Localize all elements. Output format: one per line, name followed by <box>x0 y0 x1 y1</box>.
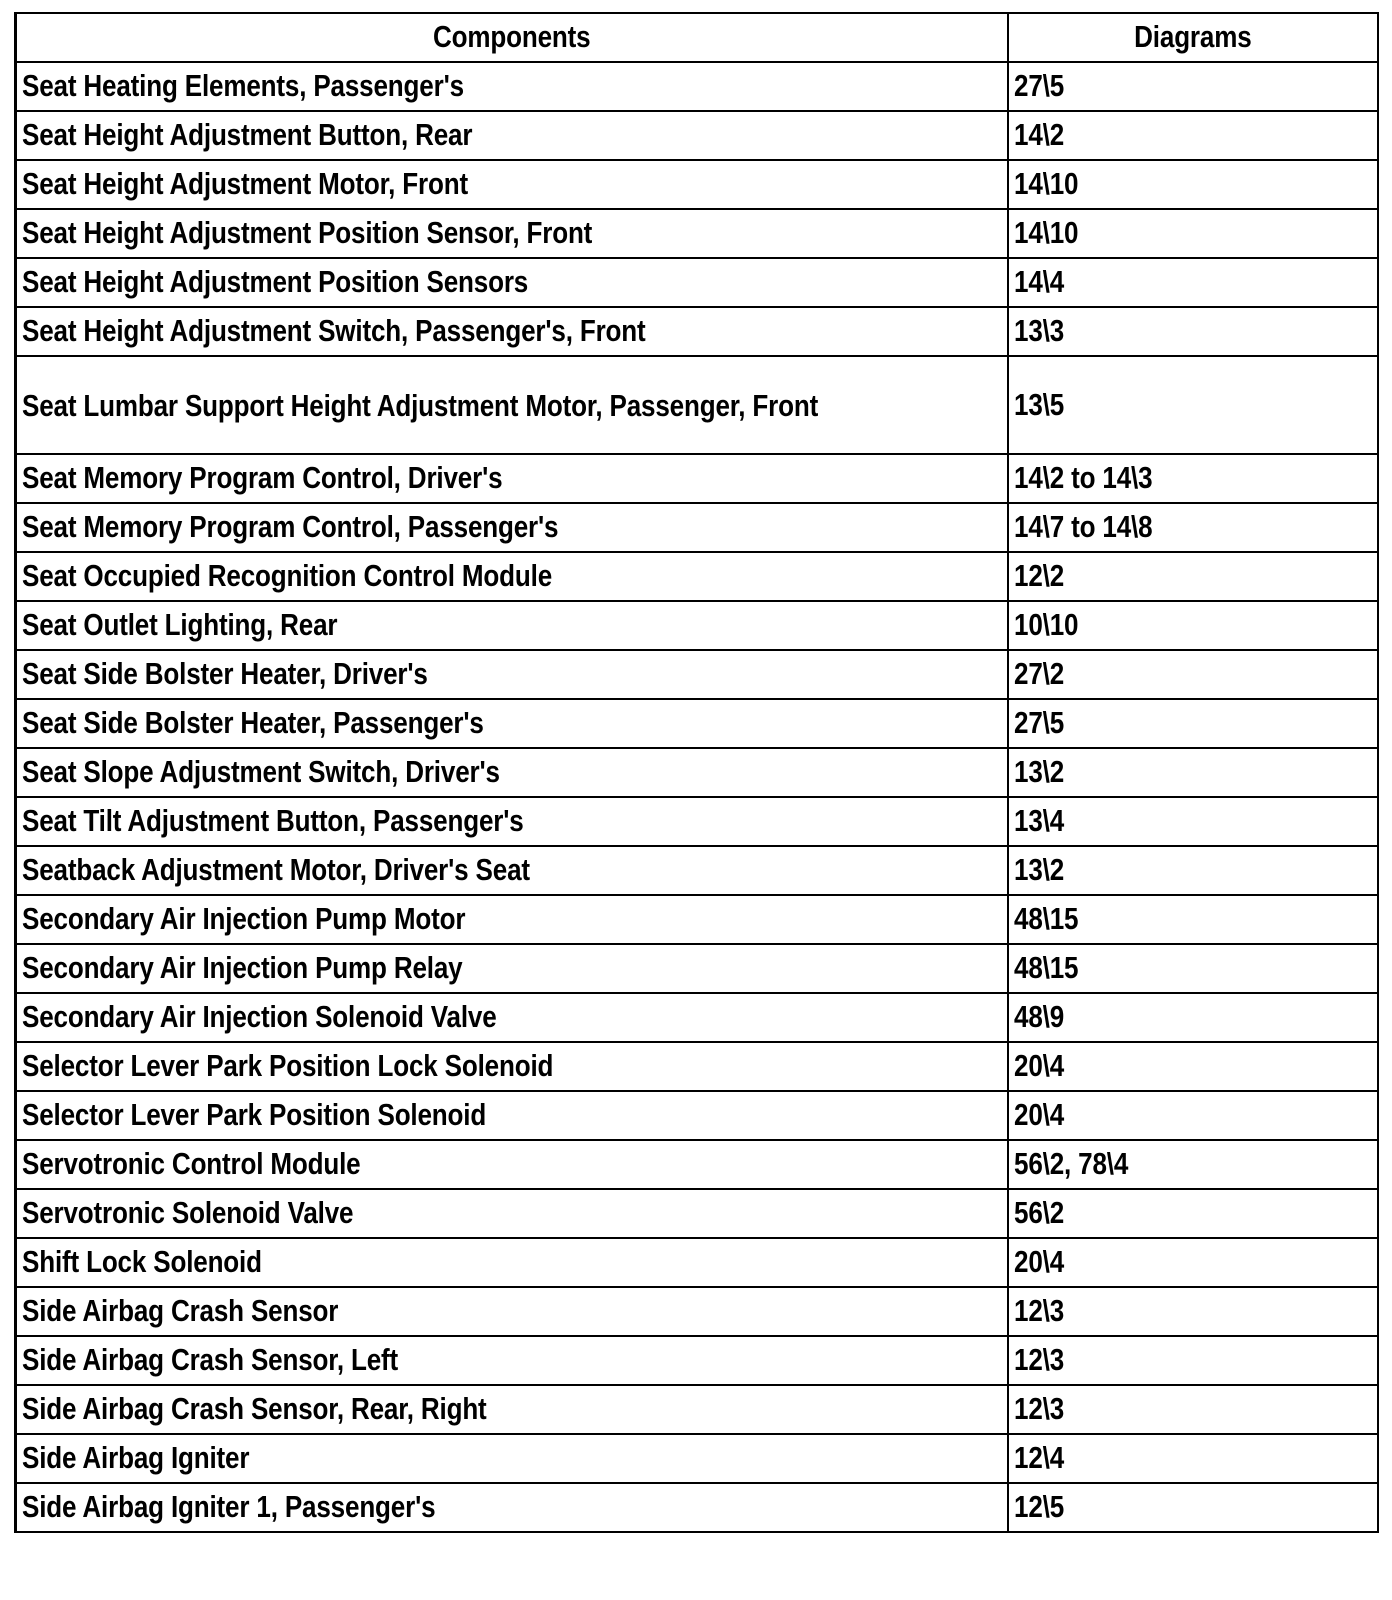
component-table-sheet <box>14 12 1376 1533</box>
diagram-cell: 12\3 <box>1008 1385 1378 1434</box>
diagram-cell: 12\5 <box>1008 1483 1378 1532</box>
component-cell: Seat Occupied Recognition Control Module <box>16 552 1008 601</box>
diagram-cell: 48\15 <box>1008 895 1378 944</box>
table-row <box>16 748 1378 797</box>
table-row <box>16 307 1378 356</box>
table-row <box>16 1238 1378 1287</box>
table-row <box>16 209 1378 258</box>
diagram-cell: 20\4 <box>1008 1238 1378 1287</box>
diagram-cell: 12\2 <box>1008 552 1378 601</box>
diagrams-header-label: Diagrams <box>1133 19 1252 55</box>
table-row <box>16 62 1378 111</box>
diagram-cell: 48\15 <box>1008 944 1378 993</box>
component-cell: Seat Height Adjustment Position Sensors <box>16 258 1008 307</box>
component-cell: Seat Slope Adjustment Switch, Driver's <box>16 748 1008 797</box>
table-row <box>16 454 1378 503</box>
components-diagrams-table <box>14 12 1379 1533</box>
diagram-cell: 14\4 <box>1008 258 1378 307</box>
components-header-label: Components <box>433 19 591 55</box>
component-cell: Seat Outlet Lighting, Rear <box>16 601 1008 650</box>
diagram-cell: 12\3 <box>1008 1336 1378 1385</box>
table-row <box>16 1140 1378 1189</box>
diagram-cell: 27\2 <box>1008 650 1378 699</box>
diagram-cell: 13\2 <box>1008 748 1378 797</box>
component-cell: Seat Heating Elements, Passenger's <box>16 62 1008 111</box>
component-cell: Seat Side Bolster Heater, Passenger's <box>16 699 1008 748</box>
diagram-cell: 14\10 <box>1008 160 1378 209</box>
component-cell: Side Airbag Igniter 1, Passenger's <box>16 1483 1008 1532</box>
diagram-cell: 56\2, 78\4 <box>1008 1140 1378 1189</box>
component-cell: Seat Height Adjustment Button, Rear <box>16 111 1008 160</box>
table-row <box>16 1042 1378 1091</box>
component-cell: Seat Tilt Adjustment Button, Passenger's <box>16 797 1008 846</box>
table-row <box>16 1385 1378 1434</box>
component-cell: Side Airbag Crash Sensor, Left <box>16 1336 1008 1385</box>
table-row <box>16 1336 1378 1385</box>
diagram-cell: 13\5 <box>1008 356 1378 454</box>
component-cell: Side Airbag Igniter <box>16 1434 1008 1483</box>
diagram-cell: 10\10 <box>1008 601 1378 650</box>
diagram-cell: 20\4 <box>1008 1042 1378 1091</box>
diagrams-column-header <box>1008 13 1378 62</box>
diagram-cell: 14\10 <box>1008 209 1378 258</box>
component-cell: Servotronic Solenoid Valve <box>16 1189 1008 1238</box>
table-row <box>16 1189 1378 1238</box>
component-cell: Seat Height Adjustment Motor, Front <box>16 160 1008 209</box>
diagram-cell: 27\5 <box>1008 62 1378 111</box>
component-cell: Secondary Air Injection Pump Motor <box>16 895 1008 944</box>
diagram-cell: 14\7 to 14\8 <box>1008 503 1378 552</box>
diagram-cell: 27\5 <box>1008 699 1378 748</box>
component-cell: Seat Lumbar Support Height Adjustment Motor, Passenger, Front <box>16 356 1008 454</box>
component-cell: Seat Memory Program Control, Driver's <box>16 454 1008 503</box>
diagram-cell: 13\3 <box>1008 307 1378 356</box>
diagram-cell: 12\3 <box>1008 1287 1378 1336</box>
table-row <box>16 846 1378 895</box>
component-cell: Seatback Adjustment Motor, Driver's Seat <box>16 846 1008 895</box>
component-cell: Secondary Air Injection Solenoid Valve <box>16 993 1008 1042</box>
table-row <box>16 895 1378 944</box>
table-row <box>16 1434 1378 1483</box>
component-cell: Servotronic Control Module <box>16 1140 1008 1189</box>
table-row <box>16 699 1378 748</box>
diagram-cell: 13\2 <box>1008 846 1378 895</box>
diagram-cell: 48\9 <box>1008 993 1378 1042</box>
table-row <box>16 1483 1378 1532</box>
component-cell: Side Airbag Crash Sensor, Rear, Right <box>16 1385 1008 1434</box>
diagram-cell: 12\4 <box>1008 1434 1378 1483</box>
diagram-cell: 14\2 <box>1008 111 1378 160</box>
component-cell: Seat Height Adjustment Position Sensor, Front <box>16 209 1008 258</box>
table-row <box>16 356 1378 454</box>
component-cell: Side Airbag Crash Sensor <box>16 1287 1008 1336</box>
table-row <box>16 993 1378 1042</box>
component-cell: Seat Memory Program Control, Passenger's <box>16 503 1008 552</box>
table-row <box>16 160 1378 209</box>
diagram-cell: 20\4 <box>1008 1091 1378 1140</box>
table-row <box>16 601 1378 650</box>
diagram-cell: 56\2 <box>1008 1189 1378 1238</box>
components-column-header <box>16 13 1008 62</box>
table-row <box>16 1287 1378 1336</box>
table-row <box>16 1091 1378 1140</box>
table-row <box>16 552 1378 601</box>
component-cell: Selector Lever Park Position Solenoid <box>16 1091 1008 1140</box>
table-row <box>16 650 1378 699</box>
diagram-cell: 13\4 <box>1008 797 1378 846</box>
table-row <box>16 111 1378 160</box>
component-cell: Selector Lever Park Position Lock Solenoid <box>16 1042 1008 1091</box>
component-cell: Seat Side Bolster Heater, Driver's <box>16 650 1008 699</box>
table-row <box>16 258 1378 307</box>
table-row <box>16 797 1378 846</box>
diagram-cell: 14\2 to 14\3 <box>1008 454 1378 503</box>
table-row <box>16 944 1378 993</box>
table-header-row <box>16 13 1378 62</box>
table-row <box>16 503 1378 552</box>
component-cell: Seat Height Adjustment Switch, Passenger's, Front <box>16 307 1008 356</box>
component-cell: Secondary Air Injection Pump Relay <box>16 944 1008 993</box>
component-cell: Shift Lock Solenoid <box>16 1238 1008 1287</box>
